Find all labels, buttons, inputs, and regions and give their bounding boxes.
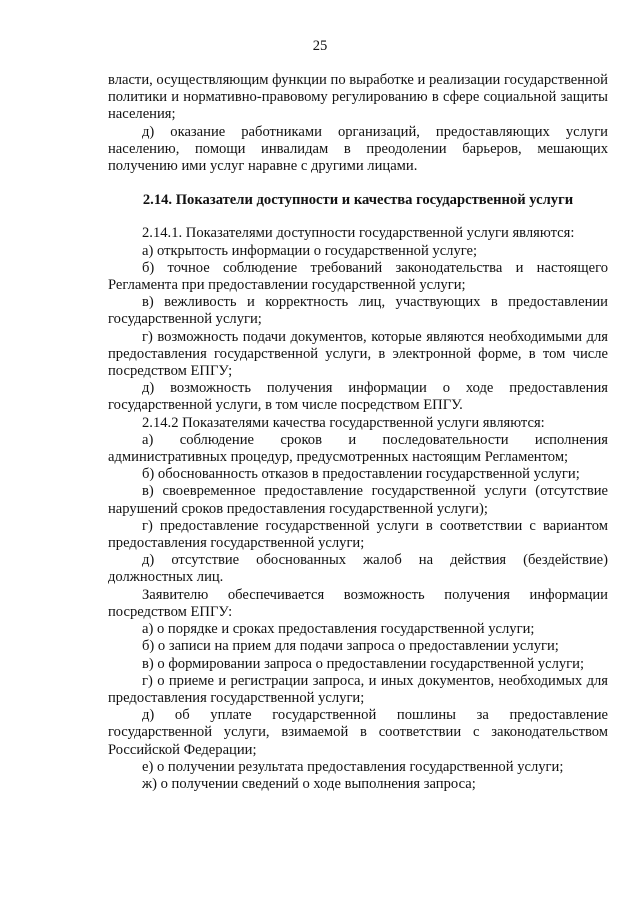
paragraph: д) возможность получения информации о ходе предоставления государственной услуги, в том числе посредством ЕПГУ.: [108, 380, 608, 414]
paragraph: а) соблюдение сроков и последовательности исполнения административных процедур, предусмотренных настоящим Регламентом;: [108, 431, 608, 466]
paragraph: г) предоставление государственной услуги в соответствии с вариантом предоставления государственной услуги;: [108, 517, 608, 552]
paragraph-continuation: власти, осуществляющим функции по выработке и реализации государственной политики и нормативно-правовому регулированию в сфере социальной защиты населения;: [108, 72, 608, 123]
paragraph: г) о приеме и регистрации запроса, и иных документов, необходимых для предоставления государственной услуги;: [108, 672, 608, 706]
paragraph: д) об уплате государственной пошлины за предоставление государственной услуги, взимаемой в соответствии с законодательством Российской Федерации;: [108, 707, 608, 758]
paragraph: 2.14.1. Показателями доступности государственной услуги являются:: [142, 225, 575, 242]
page-number: 25: [312, 38, 328, 54]
paragraph: Заявителю обеспечивается возможность получения информации посредством ЕПГУ:: [108, 586, 608, 620]
paragraph: г) возможность подачи документов, которые являются необходимыми для предоставления государственной услуги, в электронной форме, в том числе посредством ЕПГУ;: [108, 328, 608, 380]
paragraph: а) о порядке и сроках предоставления государственной услуги;: [142, 621, 535, 638]
section-heading: 2.14. Показатели доступности и качества государственной услуги: [142, 192, 574, 209]
paragraph: 2.14.2 Показателями качества государственной услуги являются:: [142, 414, 545, 431]
paragraph: ж) о получении сведений о ходе выполнения запроса;: [142, 775, 476, 792]
paragraph: в) своевременное предоставление государственной услуги (отсутствие нарушений сроков предоставления государственной услуги);: [108, 483, 608, 517]
paragraph: в) вежливость и корректность лиц, участвующих в предоставлении государственной услуги;: [108, 294, 608, 328]
paragraph: в) о формировании запроса о предоставлении государственной услуги;: [142, 655, 584, 672]
paragraph: е) о получении результата предоставления государственной услуги;: [142, 758, 564, 775]
paragraph-item-d: д) оказание работниками организаций, предоставляющих услуги населению, помощи инвалидам в преодолении барьеров, мешающих получению ими услуг наравне с другими лицами.: [108, 123, 608, 175]
paragraph: а) открытость информации о государственной услуге;: [142, 242, 478, 259]
paragraph: б) точное соблюдение требований законодательства и настоящего Регламента при предоставлении государственной услуги;: [108, 259, 608, 294]
paragraph: д) отсутствие обоснованных жалоб на действия (бездействие) должностных лиц.: [108, 552, 608, 586]
paragraph: б) о записи на прием для подачи запроса о предоставлении услуги;: [142, 638, 559, 655]
document-body: [108, 72, 608, 793]
paragraph: б) обоснованность отказов в предоставлении государственной услуги;: [142, 466, 580, 483]
